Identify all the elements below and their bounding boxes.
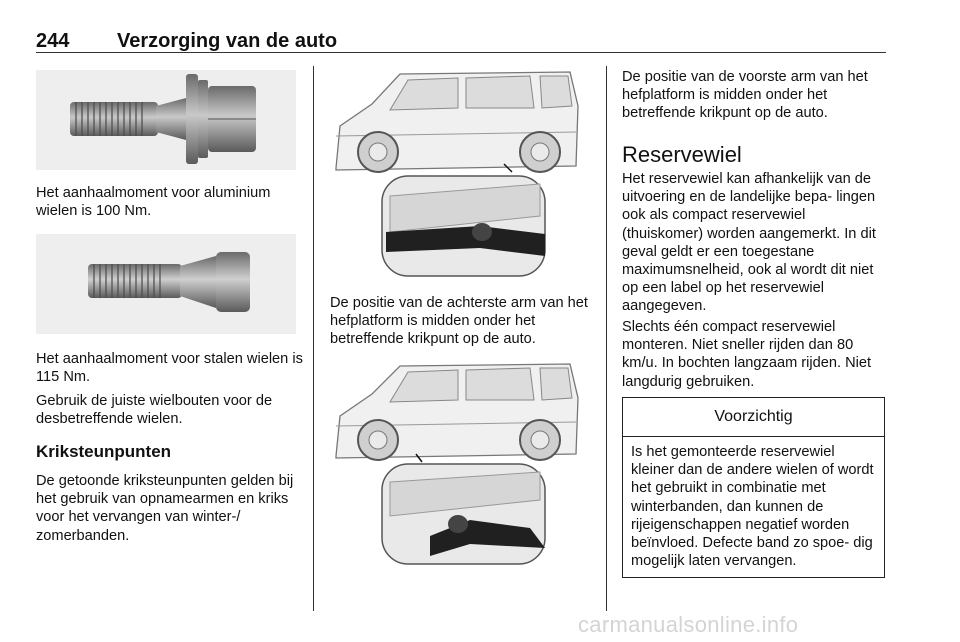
figure-rear-jack-point: [330, 66, 585, 278]
section-heading-jack-points: Kriksteunpunten: [36, 442, 172, 461]
caution-box: [622, 397, 885, 578]
jack-points-body: De getoonde kriksteunpunten gelden bij het gebruik van opnamearmen en kriks voor het vervangen van winter-/ zomerbanden.: [36, 473, 294, 544]
spare-wheel-para-1: Het reservewiel kan afhankelijk van de uitvoering en de landelijke bepa- lingen ook als compact reservewiel (thuiskomer) worden aangemerkt. In dit geval geldt er een toegestane maximumsnelheid, ook al wordt dit niet op een label op het reservewiel aangegeven.: [622, 171, 876, 315]
caption-rear-arm: De positie van de achterste arm van het hefplatform is midden onder het betreffende krikpunt op de auto.: [330, 295, 588, 348]
watermark: carmanualsonline.info: [578, 612, 799, 637]
caption-front-arm: De positie van de voorste arm van het hefplatform is midden onder het betreffende krikpunt op de auto.: [622, 69, 868, 122]
column-divider-1: [313, 66, 314, 611]
header-rule: [36, 52, 886, 53]
figure-steel-wheel-bolt: [36, 234, 296, 334]
caption-steel-torque: Het aanhaalmoment voor stalen wielen is 115 Nm.: [36, 351, 303, 386]
column-divider-2: [606, 66, 607, 611]
page-title: Verzorging van de auto: [117, 30, 338, 52]
caption-alloy-torque: Het aanhaalmoment voor aluminium wielen is 100 Nm.: [36, 185, 271, 220]
caution-body: Is het gemonteerde reservewiel kleiner dan de andere wielen of wordt het gebruikt in combinatie met winterbanden, dan kunnen de rijeigenschappen negatief worden beïnvloed. Defecte band zo spoe- dig mogelijk laten vervangen.: [631, 444, 874, 570]
figure-alloy-wheel-bolt: [36, 70, 296, 170]
bolt-advice-text: Gebruik de juiste wielbouten voor de desbetreffende wielen.: [36, 393, 273, 428]
section-heading-spare-wheel: Reservewiel: [622, 142, 742, 167]
page-number: 244: [36, 30, 70, 52]
caution-title: Voorzichtig: [623, 398, 884, 437]
page-header: [36, 30, 886, 52]
figure-front-jack-point: [330, 360, 585, 566]
spare-wheel-para-2: Slechts één compact reservewiel monteren. Niet sneller rijden dan 80 km/u. In bochten langzaam rijden. Niet langdurig gebruiken.: [622, 319, 872, 390]
